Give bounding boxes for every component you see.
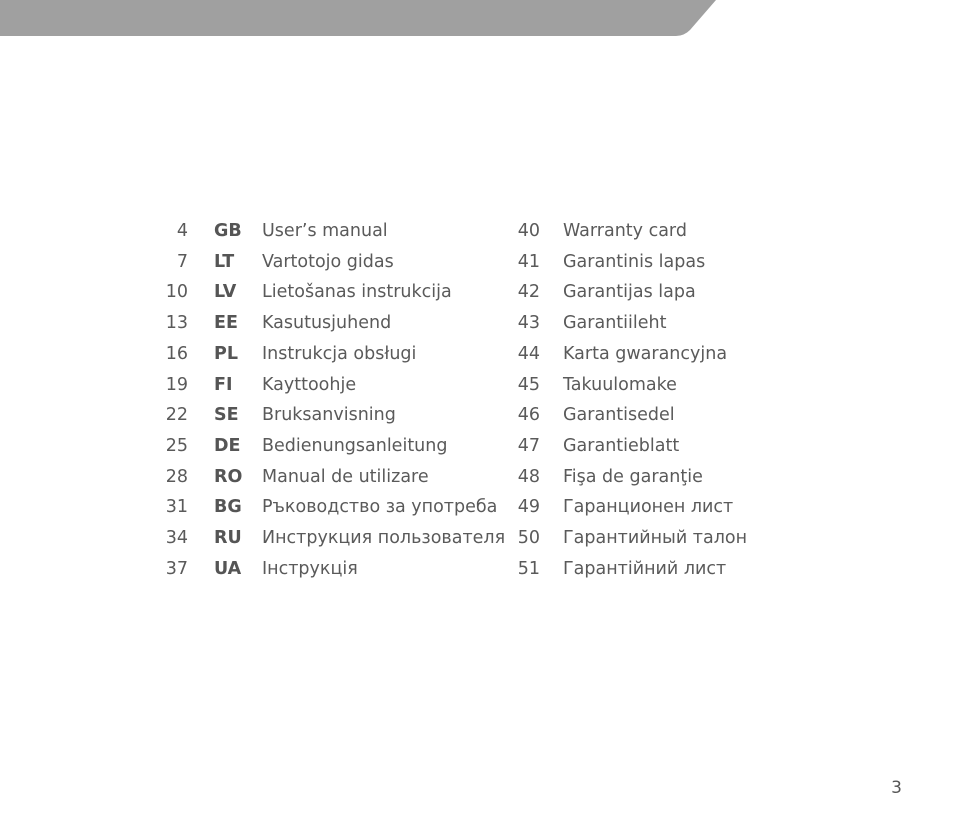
toc-page-number: 16 bbox=[165, 343, 188, 364]
toc-language-code: EE bbox=[214, 313, 238, 334]
toc-page-number: 37 bbox=[165, 558, 188, 579]
toc-language-code: RU bbox=[214, 528, 242, 548]
header-bar-shape bbox=[0, 0, 716, 36]
toc-language-code: LV bbox=[214, 282, 237, 303]
toc-section-title: Garantinis lapas bbox=[563, 251, 706, 272]
toc-section-title: Гарантійний лист bbox=[563, 558, 727, 579]
toc-section-title: User’s manual bbox=[262, 221, 388, 241]
toc-page-number: 50 bbox=[517, 528, 540, 548]
toc-page-number: 19 bbox=[165, 374, 188, 395]
toc-language-code: BG bbox=[214, 497, 242, 518]
toc-page-number: 28 bbox=[165, 466, 188, 487]
toc-page-number: 49 bbox=[517, 497, 540, 518]
toc-language-code: PL bbox=[214, 343, 238, 364]
toc-section-title: Гаранционен лист bbox=[563, 497, 734, 518]
toc-page-number: 10 bbox=[165, 282, 188, 303]
toc-section-title: Takuulomake bbox=[563, 374, 677, 395]
toc-section-title: Инструкция пользователя bbox=[262, 528, 506, 548]
toc-section-title: Fişa de garanţie bbox=[563, 466, 703, 487]
toc-section-title: Bedienungsanleitung bbox=[262, 435, 448, 456]
toc-section-title: Vartotojo gidas bbox=[262, 251, 394, 272]
header-bar bbox=[0, 0, 954, 36]
toc-section-title: Garantijas lapa bbox=[563, 282, 696, 303]
toc-page-number: 45 bbox=[517, 374, 540, 395]
toc-section-title: Garantisedel bbox=[563, 405, 675, 426]
toc-section-title: Kasutusjuhend bbox=[262, 313, 392, 334]
toc-section-title: Manual de utilizare bbox=[262, 466, 429, 487]
toc-language-code: RO bbox=[214, 466, 243, 487]
toc-page-number: 34 bbox=[165, 528, 188, 548]
toc-language-code: UA bbox=[214, 558, 242, 579]
toc-language-code: LT bbox=[214, 251, 235, 272]
toc-page-number: 40 bbox=[517, 221, 540, 241]
toc-language-code: DE bbox=[214, 435, 241, 456]
toc-section-title: Karta gwarancyjna bbox=[563, 343, 728, 364]
toc-page-number: 43 bbox=[517, 313, 540, 334]
toc-page-number: 13 bbox=[165, 313, 188, 334]
toc-language-code: GB bbox=[214, 221, 242, 241]
toc-section-title: Ръководство за употреба bbox=[262, 497, 498, 518]
toc-page-number: 41 bbox=[517, 251, 540, 272]
toc-page-number: 44 bbox=[517, 343, 540, 364]
toc-page-number: 51 bbox=[517, 558, 540, 579]
toc-section-title: Garantieblatt bbox=[563, 435, 680, 456]
toc-language-code: FI bbox=[214, 374, 233, 395]
toc-page-number: 46 bbox=[517, 405, 540, 426]
toc-section-title: Інструкція bbox=[262, 558, 358, 579]
toc-page-number: 7 bbox=[176, 251, 188, 272]
toc-section-title: Гарантийный талон bbox=[563, 528, 748, 548]
toc-page-number: 25 bbox=[165, 435, 188, 456]
toc-section-title: Bruksanvisning bbox=[262, 405, 396, 426]
toc-section-title: Warranty card bbox=[563, 221, 687, 241]
toc-page-number: 42 bbox=[517, 282, 540, 303]
toc-page-number: 22 bbox=[165, 405, 188, 426]
toc-language-code: SE bbox=[214, 405, 239, 426]
toc-page-number: 4 bbox=[176, 221, 188, 241]
toc-section-title: Lietošanas instrukcija bbox=[262, 282, 452, 303]
toc-page-number: 31 bbox=[165, 497, 188, 518]
toc-page-number: 48 bbox=[517, 466, 540, 487]
toc-section-title: Kayttoohje bbox=[262, 374, 357, 395]
toc-page-number: 47 bbox=[517, 435, 540, 456]
toc-section-title: Instrukcja obsługi bbox=[262, 343, 417, 364]
toc-section-title: Garantiileht bbox=[563, 313, 667, 334]
page-number: 3 bbox=[891, 778, 902, 798]
